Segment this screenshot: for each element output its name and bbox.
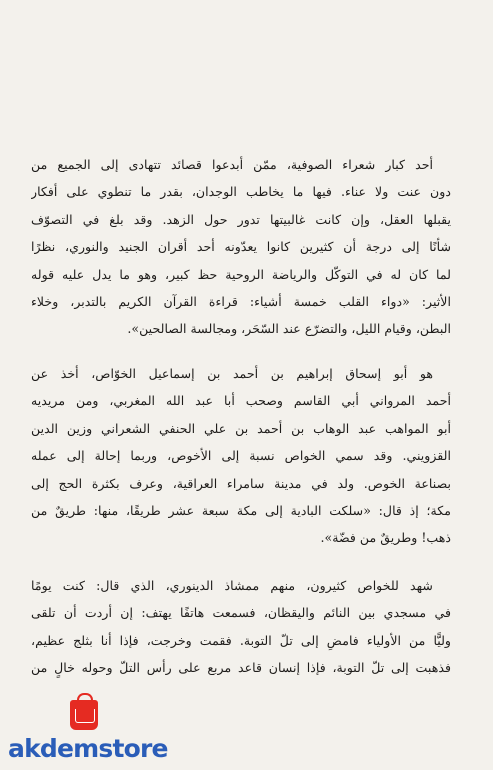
text-line: أحد كبار شعراء الصوفية، ممّن أبدعوا قصائد تتهادى إلى الجميع من [31,157,433,172]
text-line: مكة؛ إذ قال: «سلكت البادية إلى مكة سبعة عشر طريقًا، منها: طريقٌ من [31,502,451,518]
text-line: ذهب! وطريقٌ من فضّة». [320,530,451,546]
text-line: دون عنت ولا عناء. فيها ما يخاطب الوجدان، بقدر ما تنطوي على أفكار [31,184,451,200]
text-line: في مسجدي بين النائم واليقظان، فسمعت هاتفًا يهتف: إن أردت أن تلقى [31,605,451,621]
paragraph-1 [31,151,451,343]
text-line: أبو المواهب عبد الوهاب بن أحمد بن علي الحنفي الشعراني وزين الدين [31,420,451,436]
text-line: هو أبو إسحاق إبراهيم بن أحمد بن إسماعيل الخوّاص، أخذ عن [31,366,433,381]
shopping-bag-book-icon [70,700,98,730]
store-watermark [8,700,208,770]
store-name: akdemstore [8,734,168,763]
text-line: الأثير: «دواء القلب خمسة أشياء: قراءة القرآن الكريم بالتدبر، وخلاء [31,293,451,309]
text-line: وليًّا من الأولياء فامضِ إلى تلّ التوبة. فقمت وخرجت، فإذا أنا بثلج عظيم، [31,632,451,648]
paragraph-3 [31,572,451,682]
text-line: شأنًا إلى درجة أن كثيرين كانوا يعدّونه أحد أقران الجنيد والنوري، نظرًا [31,239,451,255]
text-line: أحمد المرواني أبي القاسم وصحب أبا عبد الله المغربي، ومن مريديه [31,393,451,409]
text-line: شهد للخواص كثيرون، منهم ممشاذ الدينوري، الذي قال: كنت يومًا [31,578,433,593]
text-line: البطن، وقيام الليل، والتضرّع عند السّحَر، ومجالسة الصالحين». [127,321,451,337]
text-line: فذهبت إلى تلّ التوبة، فإذا إنسان قاعد مربع على رأس التلّ وحوله خالٍ من [31,660,451,676]
text-line: لما كان له في التوكّل والرياضة الروحية حظ كبير، وهو ما يدل عليه قوله [31,266,451,282]
paragraph-2 [31,360,451,552]
text-line: القزويني. وقد سمي الخواص نسبة إلى الأخوص، وربما إحالة إلى عمله [31,448,451,464]
text-line: بصناعة الخوص. ولد في مدينة سامراء العراقية، وعرف بكثرة الحج إلى [31,475,451,491]
text-line: يقبلها العقل، وإن كانت غالبيتها تدور حول الزهد. وقد بلغ في التصوّف [31,211,451,227]
